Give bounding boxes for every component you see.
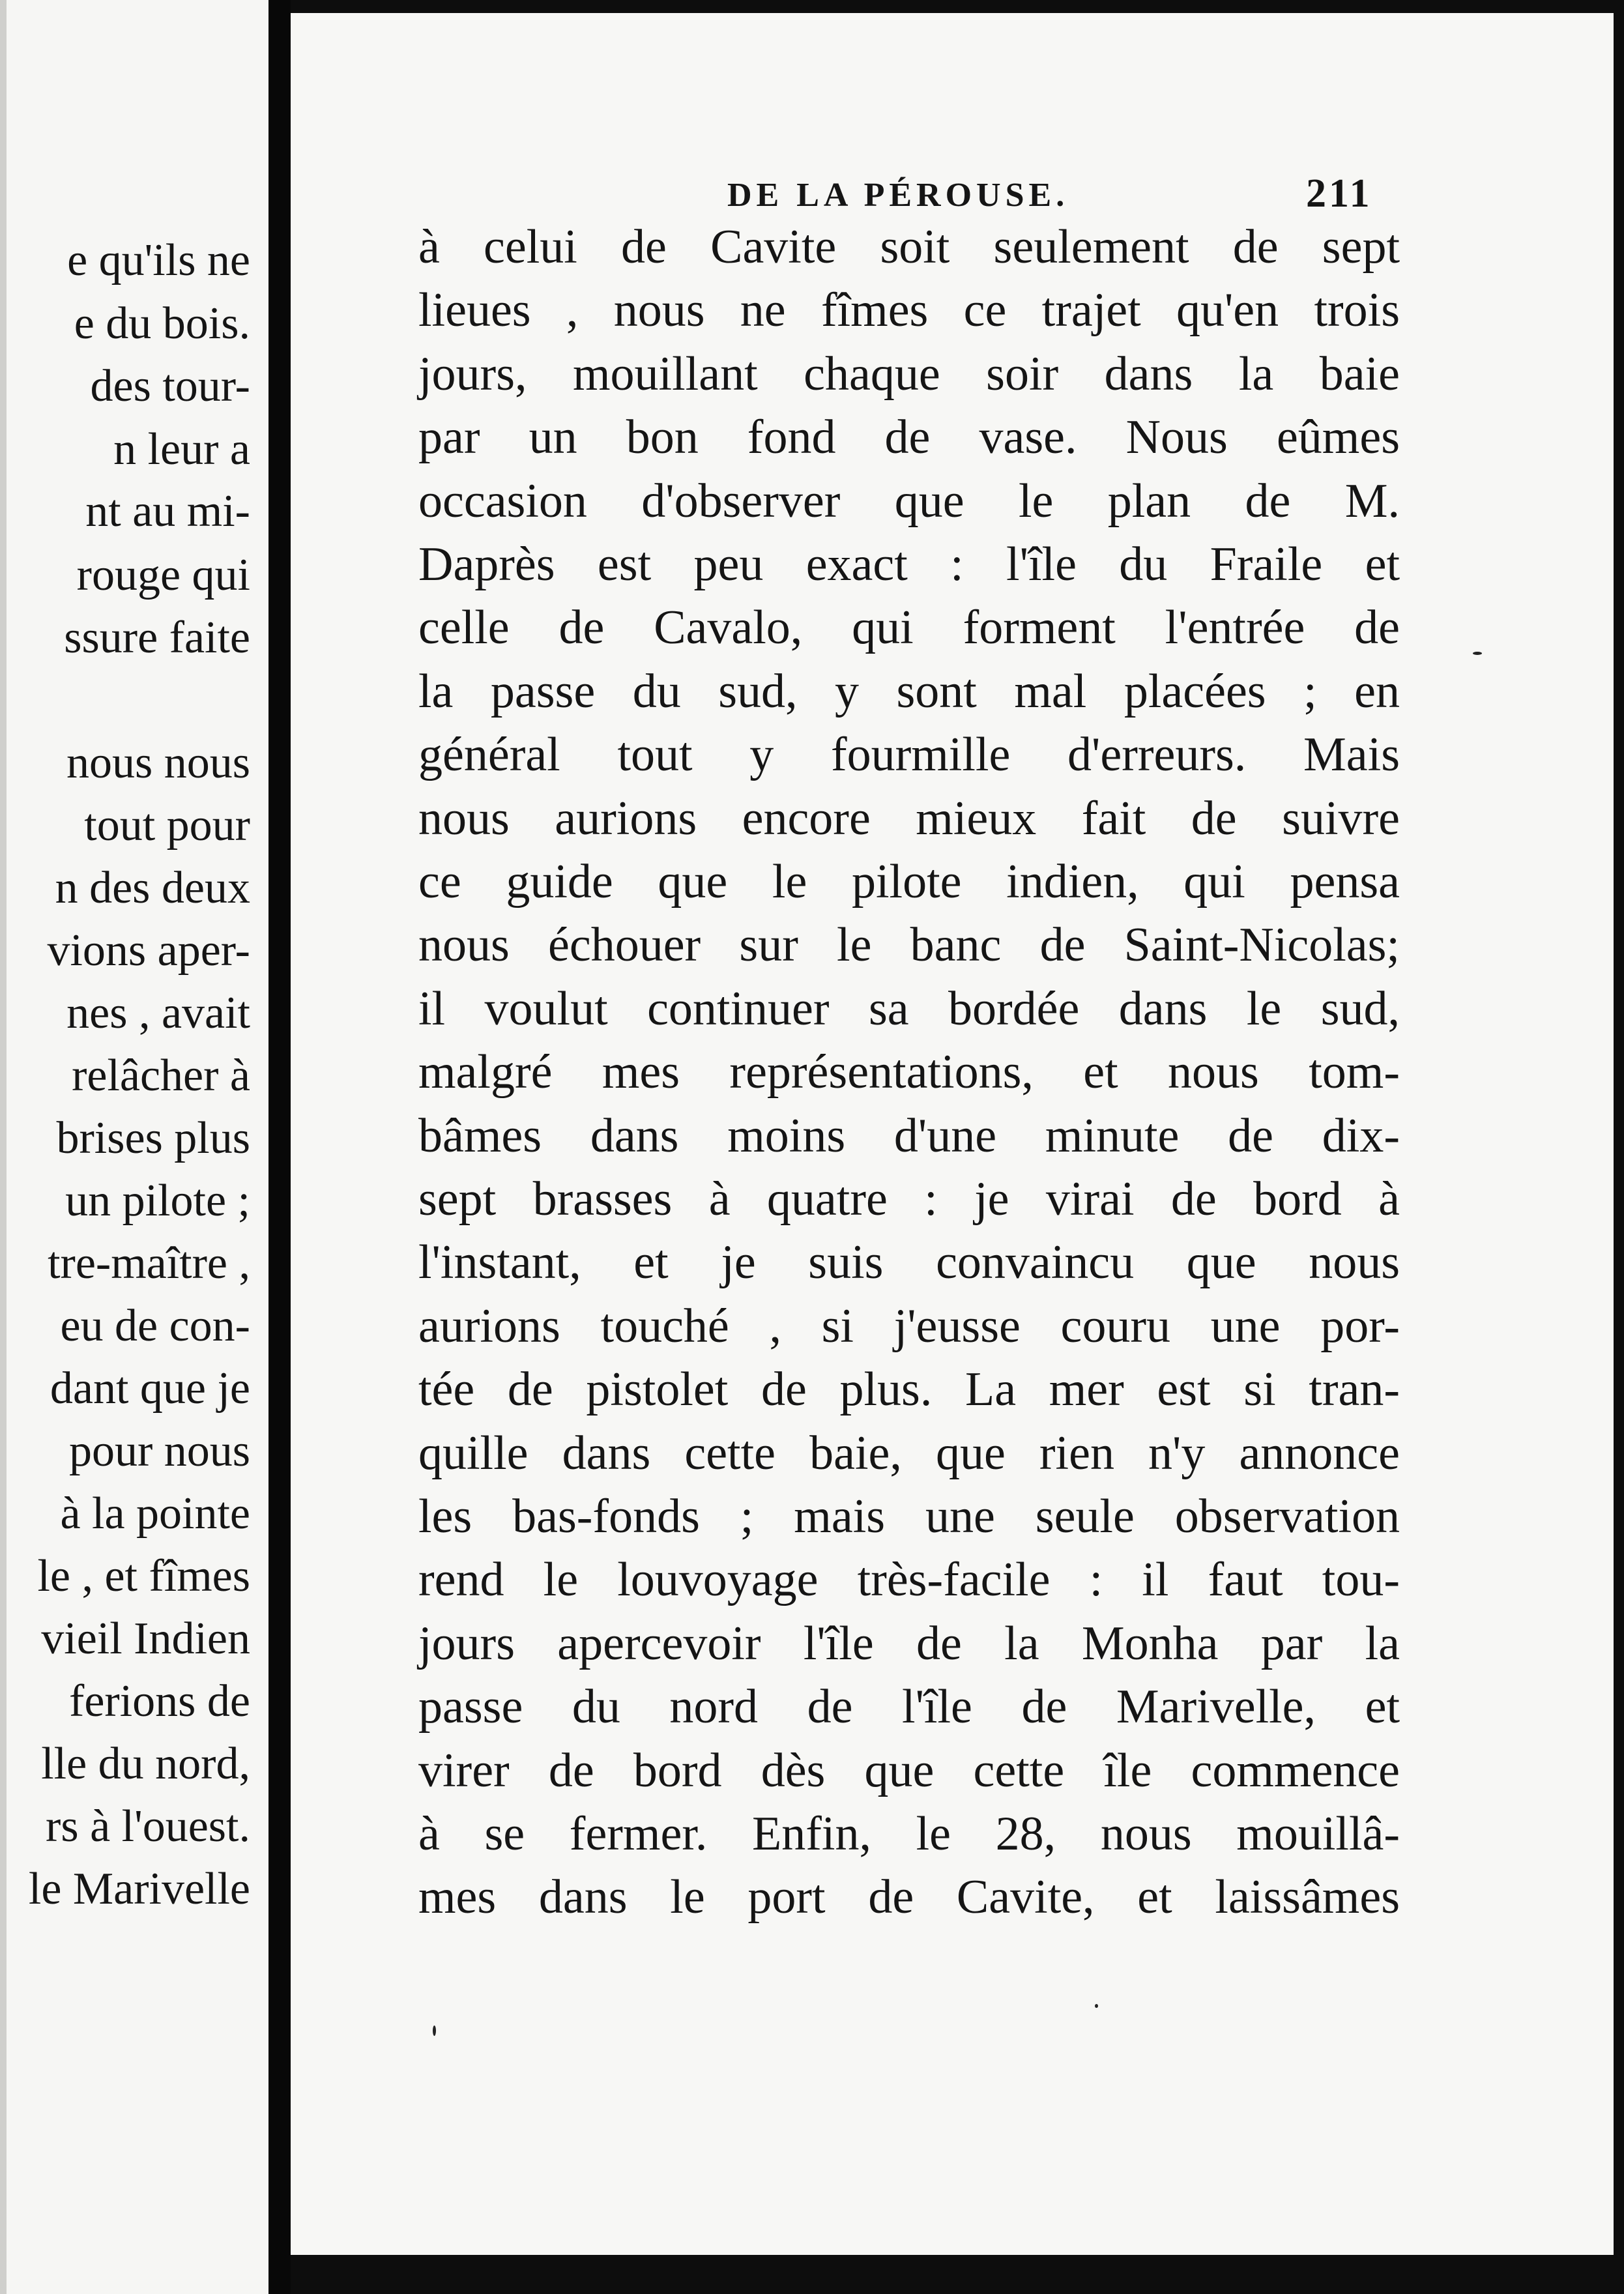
left-page-line: nes , avait [66, 988, 250, 1038]
page-number: 211 [1306, 171, 1372, 216]
left-page-line: e qu'ils ne [67, 235, 250, 285]
body-line: occasion d'observer que le plan de M. [418, 474, 1400, 528]
left-page-line: n leur a [113, 424, 250, 474]
left-page-line: ferions de [69, 1676, 250, 1726]
body-line: malgré mes représentations, et nous tom- [418, 1045, 1400, 1099]
body-line: général tout y fourmille d'erreurs. Mais [418, 728, 1400, 781]
left-page-line: brises plus [56, 1113, 250, 1163]
body-line: jours apercevoir l'île de la Monha par la [418, 1617, 1400, 1670]
body-line: mes dans le port de Cavite, et laissâmes [418, 1870, 1400, 1924]
body-line: rend le louvoyage très-facile : il faut tou- [418, 1553, 1400, 1606]
body-line: bâmes dans moins d'une minute de dix- [418, 1109, 1400, 1163]
left-page-line: vieil Indien [41, 1614, 250, 1664]
left-page-line: n des deux [55, 863, 250, 913]
body-line: les bas-fonds ; mais une seule observation [418, 1490, 1400, 1543]
body-line: quille dans cette baie, que rien n'y annonce [418, 1427, 1400, 1480]
body-line: nous échouer sur le banc de Saint-Nicolas; [418, 918, 1400, 972]
running-title: DE LA PÉROUSE. [727, 177, 1069, 214]
left-page-line: des tour- [90, 361, 250, 411]
left-page-line: pour nous [68, 1426, 250, 1476]
left-page [0, 0, 268, 2294]
body-line: nous aurions encore mieux fait de suivre [418, 792, 1400, 845]
left-page-line: le , et fîmes [37, 1551, 250, 1601]
left-page-line: nt au mi- [85, 486, 250, 536]
left-page-line: le Marivelle [28, 1864, 250, 1914]
body-line: jours, mouillant chaque soir dans la baie [418, 347, 1400, 401]
left-page-line: lle du nord, [41, 1739, 250, 1789]
body-line: ce guide que le pilote indien, qui pensa [418, 855, 1400, 908]
page-header [291, 158, 1399, 216]
left-page-line: rs à l'ouest. [46, 1801, 250, 1851]
left-page-line: e du bois. [74, 298, 250, 349]
body-line: lieues , nous ne fîmes ce trajet qu'en trois [418, 283, 1400, 337]
left-page-line: eu de con- [60, 1301, 250, 1351]
body-line: l'instant, et je suis convaincu que nous [418, 1236, 1400, 1289]
body-line: à se fermer. Enfin, le 28, nous mouillâ- [418, 1807, 1400, 1861]
left-page-line: relâcher à [72, 1051, 250, 1101]
body-line: sept brasses à quatre : je virai de bord à [418, 1172, 1400, 1226]
body-line: virer de bord dès que cette île commence [418, 1744, 1400, 1797]
ink-speck [1095, 2004, 1098, 2008]
left-page-line: tout pour [84, 800, 250, 850]
body-line: Daprès est peu exact : l'île du Fraile et [418, 538, 1400, 591]
body-line: tée de pistolet de plus. La mer est si tran- [418, 1363, 1400, 1416]
left-page-line: tre-maître , [48, 1238, 250, 1288]
left-page-line: nous nous [66, 738, 250, 788]
body-line: celle de Cavalo, qui forment l'entrée de [418, 601, 1400, 654]
body-line: la passe du sud, y sont mal placées ; en [418, 665, 1400, 718]
right-page [291, 13, 1614, 2255]
ink-speck [1473, 652, 1482, 655]
left-page-line: ssure faite [64, 613, 250, 663]
left-page-line: un pilote ; [65, 1176, 250, 1226]
left-page-line: dant que je [50, 1363, 250, 1414]
body-line: par un bon fond de vase. Nous eûmes [418, 411, 1400, 464]
book-gutter [268, 0, 291, 2294]
body-line: à celui de Cavite soit seulement de sept [418, 220, 1400, 274]
ink-speck [433, 2025, 436, 2036]
left-page-line: rouge qui [76, 550, 250, 600]
left-page-line: vions aper- [47, 925, 250, 976]
left-page-line: à la pointe [60, 1488, 250, 1539]
body-line: il voulut continuer sa bordée dans le sud, [418, 982, 1400, 1036]
body-line: aurions touché , si j'eusse couru une por- [418, 1299, 1400, 1353]
left-page-edge [0, 0, 7, 2294]
body-line: passe du nord de l'île de Marivelle, et [418, 1680, 1400, 1734]
